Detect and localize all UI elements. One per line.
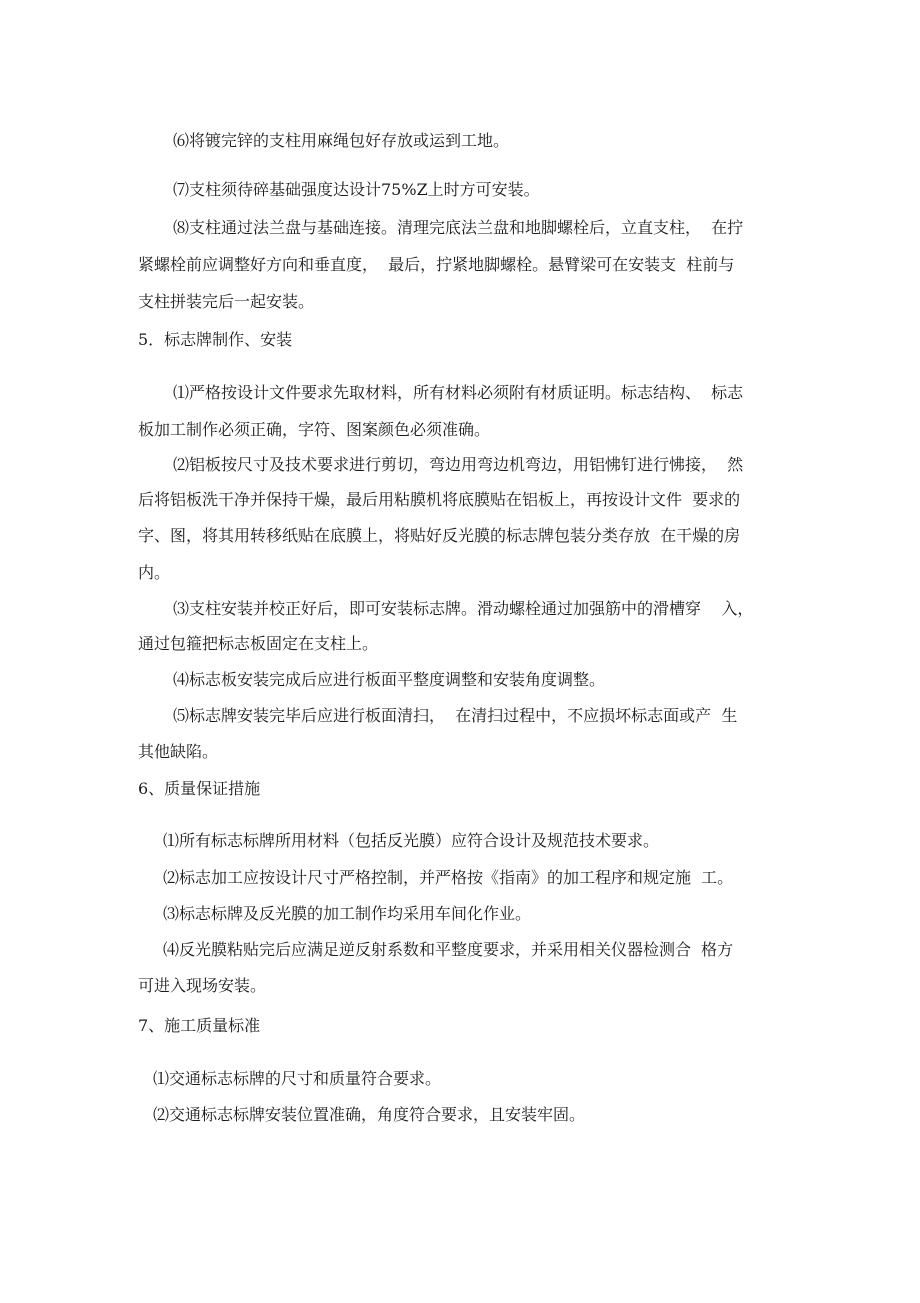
section-7-item-2: ⑵交通标志标牌安装位置准确，角度符合要求，且安装牢固。 (153, 1105, 586, 1124)
section-6-item-4-line-2: 可进入现场安装。 (138, 976, 267, 995)
section-6-item-1: ⑴所有标志标牌所用材料（包括反光膜）应符合设计及规范技术要求。 (163, 831, 660, 850)
section-5-item-1-line-1: ⑴严格按设计文件要求先取材料，所有材料必须附有材质证明。标志结构、 标志 (173, 383, 744, 402)
section-5-item-4: ⑷标志板安装完成后应进行板面平整度调整和安装角度调整。 (173, 670, 606, 689)
section-5-item-5-line-1: ⑸标志牌安装完毕后应进行板面清扫， 在清扫过程中，不应损坏标志面或产 生 (173, 706, 738, 725)
section-heading-5: 5．标志牌制作、安装 (138, 330, 293, 349)
paragraph-item-8-line-3: 支柱拼装完后一起安装。 (138, 292, 315, 311)
paragraph-item-6: ⑹将镀完锌的支柱用麻绳包好存放或运到工地。 (173, 131, 510, 150)
section-5-item-5-line-2: 其他缺陷。 (138, 742, 219, 761)
paragraph-item-8-line-1: ⑻支柱通过法兰盘与基础连接。清理完底法兰盘和地脚螺栓后，立直支柱， 在拧 (173, 218, 744, 237)
section-5-item-3-line-1: ⑶支柱安装并校正好后，即可安装标志牌。滑动螺栓通过加强筋中的滑槽穿 入， (173, 599, 754, 618)
section-6-item-4-line-1: ⑷反光膜粘贴完后应满足逆反射系数和平整度要求，并采用相关仪器检测合 格方 (163, 940, 734, 959)
section-5-item-2-line-3: 字、图，将其用转移纸贴在底膜上，将贴好反光膜的标志牌包装分类存放 在干燥的房 (138, 526, 741, 545)
section-6-item-3: ⑶标志标牌及反光膜的加工制作均采用车间化作业。 (163, 904, 532, 923)
section-5-item-2-line-4: 内。 (138, 563, 171, 582)
paragraph-item-7: ⑺支柱须待碎基础强度达设计75%Z上时方可安装。 (173, 180, 540, 199)
paragraph-item-8-line-2: 紧螺栓前应调整好方向和垂直度， 最后，拧紧地脚螺栓。悬臂梁可在安装支 柱前与 (138, 255, 735, 274)
section-7-item-1: ⑴交通标志标牌的尺寸和质量符合要求。 (153, 1069, 442, 1088)
section-6-item-2: ⑵标志加工应按设计尺寸严格控制，并严格按《指南》的加工程序和规定施 工。 (163, 868, 734, 887)
section-5-item-2-line-1: ⑵铝板按尺寸及技术要求进行剪切，弯边用弯边机弯边，用铝怫钉进行怫接， 然 (173, 455, 744, 474)
section-heading-7: 7、施工质量标准 (138, 1016, 261, 1035)
section-5-item-2-line-2: 后将铝板洗干净并保持干燥，最后用粘膜机将底膜贴在铝板上，再按设计文件 要求的 (138, 490, 741, 509)
section-heading-6: 6、质量保证措施 (138, 779, 261, 798)
section-5-item-3-line-2: 通过包箍把标志板固定在支柱上。 (138, 634, 379, 653)
section-5-item-1-line-2: 板加工制作必须正确，字符、图案颜色必须准确。 (138, 420, 491, 439)
